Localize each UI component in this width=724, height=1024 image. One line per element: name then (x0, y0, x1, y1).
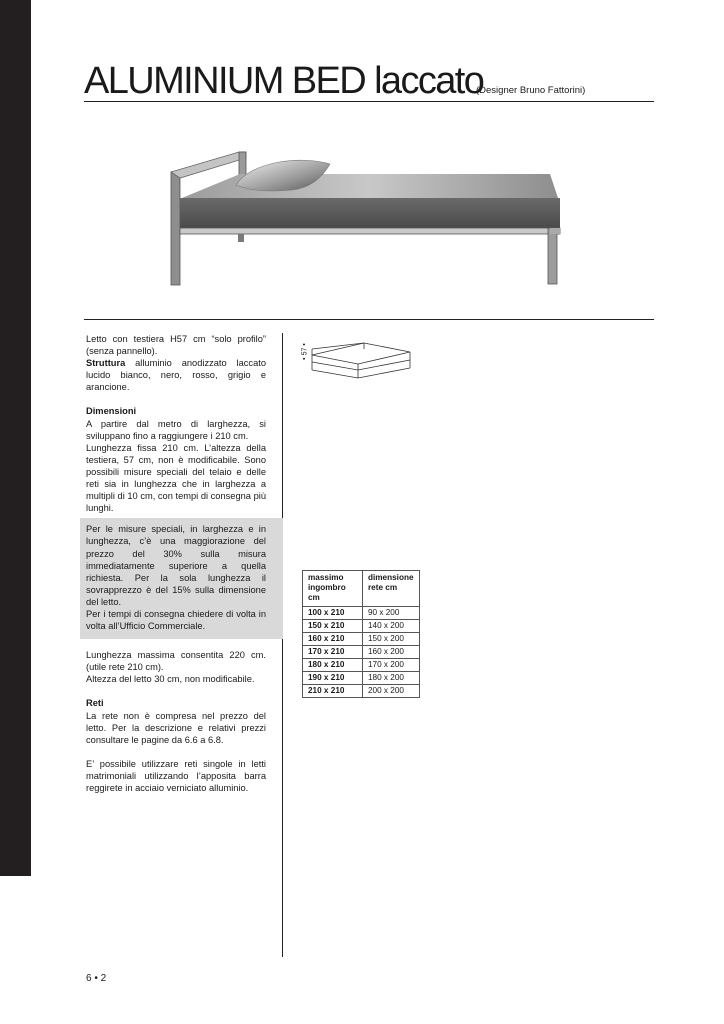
structure-label: Struttura (86, 358, 126, 369)
dimensions-text-1: A partire dal metro di larghezza, si sviluppano fino a raggiungere i 210 cm. (86, 418, 266, 441)
headboard-height-value: 57 (301, 347, 309, 356)
base-size-cell: 150 x 200 (363, 633, 420, 646)
max-length-text: Lunghezza massima consentita 220 cm. (utile rete 210 cm). (86, 650, 266, 673)
structure-text (86, 357, 266, 393)
bed-illustration (160, 150, 565, 290)
section-divider (84, 319, 654, 320)
table-row (303, 620, 420, 633)
base-size-cell: 180 x 200 (363, 672, 420, 685)
header-overall-size: massimo ingombro cm (303, 571, 363, 607)
bed-height-text: Altezza del letto 30 cm, non modificabile. (86, 674, 255, 685)
table-row (303, 672, 420, 685)
bases-heading (86, 697, 266, 709)
base-size-cell: 200 x 200 (363, 685, 420, 698)
side-color-band (0, 0, 31, 876)
delivery-text: Per i tempi di consegna chiedere di volta in volta all’Ufficio Commerciale. (86, 608, 266, 632)
bases-heading-label: Reti (86, 698, 104, 709)
structure-description: alluminio anodizzato laccato lucido bianco, nero, rosso, grigio e arancione. (86, 358, 266, 393)
table-row (303, 646, 420, 659)
dimensions-heading-label: Dimensioni (86, 406, 137, 417)
table-row (303, 607, 420, 620)
bed-outline-icon (300, 340, 412, 380)
overall-size-cell: 170 x 210 (303, 646, 363, 659)
overall-size-cell: 190 x 210 (303, 672, 363, 685)
overall-size-cell: 160 x 210 (303, 633, 363, 646)
column-divider (282, 333, 283, 957)
table-row (303, 685, 420, 698)
table-row (303, 659, 420, 672)
page-number: 6 • 2 (86, 973, 107, 984)
designer-credit: (Designer Bruno Fattorini) (476, 85, 586, 96)
overall-size-cell: 180 x 210 (303, 659, 363, 672)
page-title: ALUMINIUM BED laccato (84, 60, 484, 102)
bases-text-1: La rete non è compresa nel prezzo del letto. Per la descrizione e relativi prezzi consultare le pagine da 6.6 a 6.8. (86, 710, 266, 745)
base-size-cell: 170 x 200 (363, 659, 420, 672)
base-size-cell: 160 x 200 (363, 646, 420, 659)
dimensions-table (302, 570, 420, 698)
special-sizes-text: Per le misure speciali, in larghezza e in lunghezza, c’è una maggiorazione del prezzo del 30% sulla misura immediatamente superiore a quella richiesta. Per la sola lunghezza il sovrapprezzo è del 15% sulla dimensione del letto. (86, 524, 266, 607)
base-size-cell: 140 x 200 (363, 620, 420, 633)
overall-size-cell: 150 x 210 (303, 620, 363, 633)
intro-text: Letto con testiera H57 cm “solo profilo” (senza pannello). (86, 334, 266, 357)
table-header-row (303, 571, 420, 607)
page-header (84, 60, 654, 102)
overall-size-cell: 100 x 210 (303, 607, 363, 620)
headboard-height-label: • 57 • (301, 343, 309, 360)
bases-text-2: E’ possibile utilizzare reti singole in letti matrimoniali utilizzando l’apposita barra reggirete in acciaio verniciato alluminio. (86, 758, 266, 793)
dimensions-text-2: Lunghezza fissa 210 cm. L’altezza della testiera, 57 cm, non è modificabile. Sono possibili misure speciali del telaio e delle reti sia in lunghezza che in larghezza a multipli di 10 cm, con tempi di consegna più lunghi. (86, 442, 266, 514)
dimensions-heading (86, 405, 266, 417)
header-base-size: dimensione rete cm (363, 571, 420, 607)
description-column (86, 333, 266, 794)
table-row (303, 633, 420, 646)
base-size-cell: 90 x 200 (363, 607, 420, 620)
special-sizes-note (80, 518, 283, 639)
overall-size-cell: 210 x 210 (303, 685, 363, 698)
